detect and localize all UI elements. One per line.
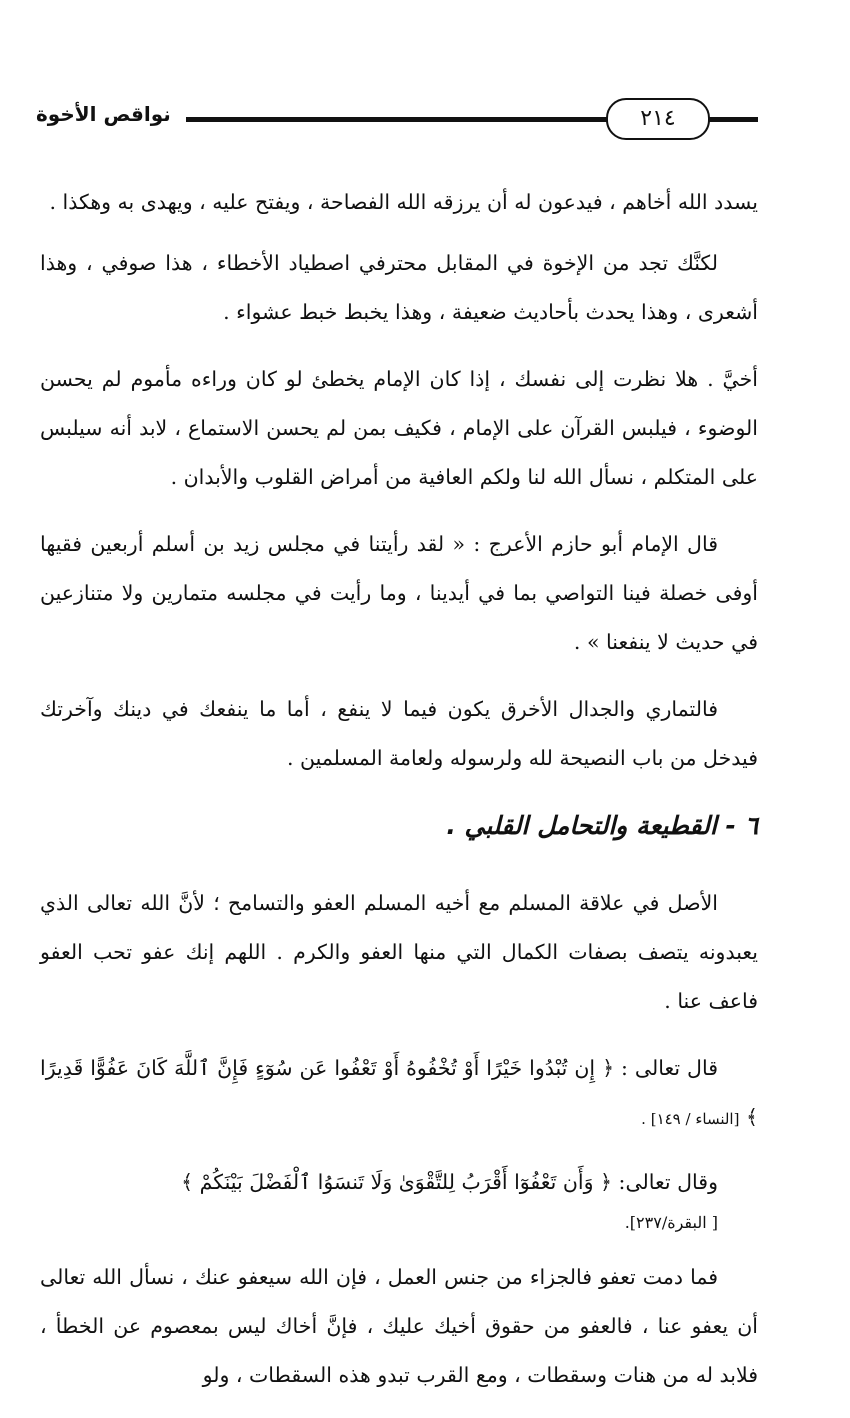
running-title: نواقص الأخوة xyxy=(36,102,171,126)
paragraph: أخيَّ . هلا نظرت إلى نفسك ، إذا كان الإمام يخطئ لو كان وراءه مأموم لم يحسن الوضوء ، فيلبس القرآن على الإمام ، فكيف بمن لم يحسن الاستماع ، لابد أنه سيلبس على المتكلم ، نسأل الله لنا ولكم العافية من أمراض القلوب والأبدان . xyxy=(40,367,758,489)
quran-verse: وقال تعالى: ﴿ وَأَن تَعْفُوٓا أَقْرَبُ لِلتَّقْوَىٰ وَلَا تَنسَوُا ٱلْفَضْلَ بَيْنَكُمْ ﴾ xyxy=(181,1170,718,1194)
header-rule-right xyxy=(708,117,758,122)
quran-quote xyxy=(40,1044,758,1144)
section-heading: ٦ - القطيعة والتحامل القلبي . xyxy=(446,811,758,840)
page-number: ٢١٤ xyxy=(606,98,710,140)
quran-verse: قال تعالى : ﴿ إِن تُبْدُوا خَيْرًا أَوْ تُخْفُوهُ أَوْ تَعْفُوا عَن سُوٓءٍ فَإِنَّ ٱللَّهَ كَانَ عَفُوًّا قَدِيرًا ﴾ xyxy=(40,1056,758,1129)
page-body xyxy=(40,178,758,1418)
verse-reference: [ البقرة/٢٣٧]. xyxy=(624,1213,718,1232)
paragraph: فما دمت تعفو فالجزاء من جنس العمل ، فإن الله سيعفو عنك ، نسأل الله تعالى أن يعفو عنا ، فالعفو من حقوق أخيك عليك ، فإنَّ أخاك ليس بمعصوم عن الخطأ ، فلابد له من هنات وسقطات ، ومع القرب تبدو هذه السقطات ، ولو xyxy=(40,1265,758,1387)
paragraph: الأصل في علاقة المسلم مع أخيه المسلم العفو والتسامح ؛ لأنَّ الله تعالى الذي يعبدونه يتصف بصفات الكمال التي منها العفو والكرم . اللهم إنك عفو تحب العفو فاعف عنا . xyxy=(40,891,758,1013)
paragraph: لكنَّك تجد من الإخوة في المقابل محترفي اصطياد الأخطاء ، هذا صوفي ، وهذا أشعرى ، وهذا يحدث بأحاديث ضعيفة ، وهذا يخبط خبط عشواء . xyxy=(40,251,758,324)
page-header xyxy=(28,92,758,142)
paragraph: فالتماري والجدال الأخرق يكون فيما لا ينفع ، أما ما ينفعك في دينك وآخرتك فيدخل من باب النصيحة لله ولرسوله ولعامة المسلمين . xyxy=(40,697,758,770)
verse-reference: [النساء / ١٤٩] . xyxy=(641,1110,740,1128)
quran-quote xyxy=(40,1158,758,1239)
header-rule xyxy=(186,117,608,122)
paragraph: يسدد الله أخاهم ، فيدعون له أن يرزقه الله الفصاحة ، ويفتح عليه ، ويهدى به وهكذا . xyxy=(49,190,758,214)
paragraph: قال الإمام أبو حازم الأعرج : « لقد رأيتنا في مجلس زيد بن أسلم أربعين فقيها أوفى خصلة فينا التواصي بما في أيدينا ، وما رأيت في مجلسه متمارين ولا متنازعين في حديث لا ينفعنا » . xyxy=(40,532,758,654)
